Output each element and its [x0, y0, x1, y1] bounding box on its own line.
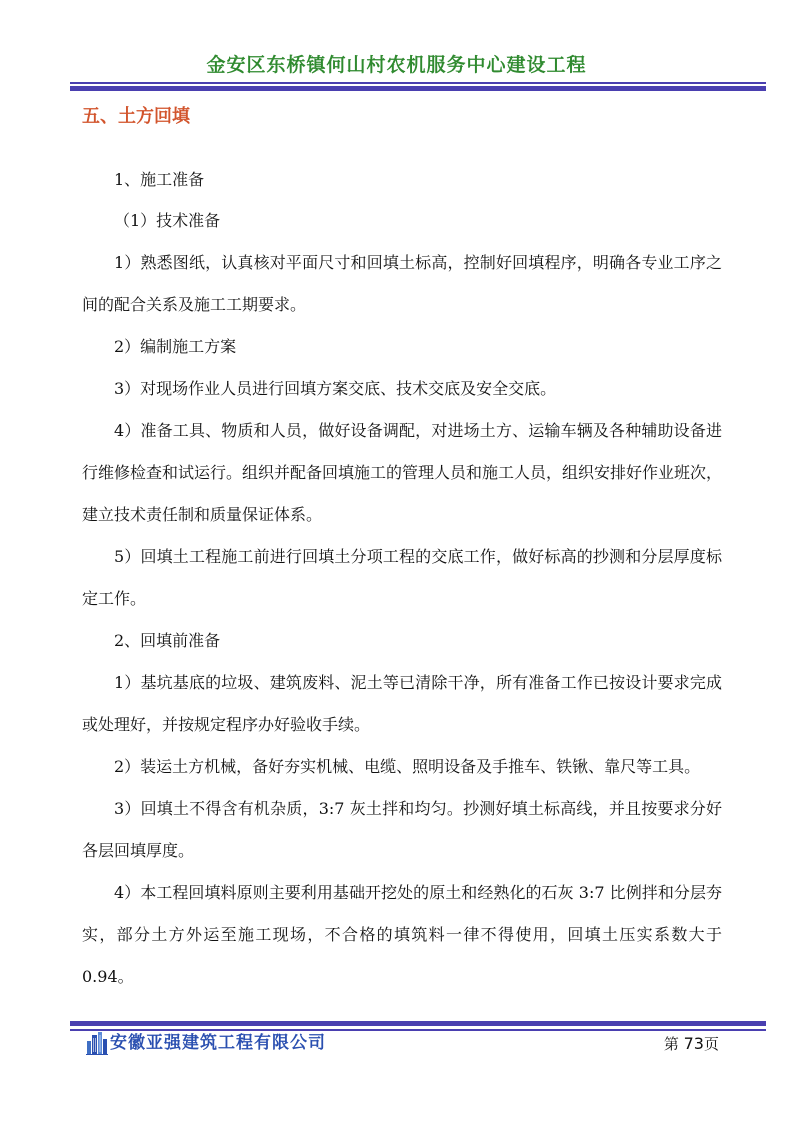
paragraph: 3）对现场作业人员进行回填方案交底、技术交底及安全交底。: [114, 379, 557, 398]
page-number: [664, 1033, 719, 1055]
paragraph: 2、回填前准备: [114, 631, 221, 650]
paragraph: 1、施工准备: [114, 170, 205, 189]
paragraph: 2）编制施工方案: [114, 337, 237, 356]
paragraph: 2）装运土方机械，备好夯实机械、电缆、照明设备及手推车、铁锹、靠尺等工具。: [114, 757, 701, 776]
body-content: [82, 160, 728, 998]
header-rule-thin: [70, 82, 766, 84]
document-header-title: 金安区东桥镇何山村农机服务中心建设工程: [206, 54, 587, 76]
page-suffix: 页: [703, 1035, 719, 1053]
page-prefix: 第: [663, 1035, 679, 1053]
paragraph: 1）基坑基底的垃圾、建筑废料、泥土等已清除干净，所有准备工作已按设计要求完成或处理好，并按规定程序办好验收手续。: [82, 673, 722, 734]
paragraph: 4）本工程回填料原则主要利用基础开挖处的原土和经熟化的石灰 3:7 比例拌和分层夯实，部分土方外运至施工现场，不合格的填筑料一律不得使用，回填土压实系数大于 0.94。: [82, 883, 728, 986]
footer-company-name: 安徽亚强建筑工程有限公司: [110, 1033, 326, 1053]
paragraph: 1）熟悉图纸，认真核对平面尺寸和回填土标高，控制好回填程序，明确各专业工序之间的配合关系及施工工期要求。: [82, 253, 722, 314]
paragraph: 5）回填土工程施工前进行回填土分项工程的交底工作，做好标高的抄测和分层厚度标定工作。: [82, 547, 722, 608]
header-rule-thick: [70, 86, 766, 91]
section-heading: 五、土方回填: [82, 106, 190, 127]
paragraph: 4）准备工具、物质和人员，做好设备调配，对进场土方、运输车辆及各种辅助设备进行维修检查和试运行。组织并配备回填施工的管理人员和施工人员，组织安排好作业班次，建立技术责任制和质量保证体系。: [82, 421, 723, 524]
paragraph: 3）回填土不得含有机杂质，3:7 灰土拌和均匀。抄测好填土标高线，并且按要求分好各层回填厚度。: [82, 799, 722, 860]
footer-rule-thick: [70, 1021, 766, 1026]
page-number-value: 73: [683, 1034, 704, 1053]
paragraph: （1）技术准备: [114, 211, 221, 230]
building-logo-icon: [86, 1031, 108, 1055]
